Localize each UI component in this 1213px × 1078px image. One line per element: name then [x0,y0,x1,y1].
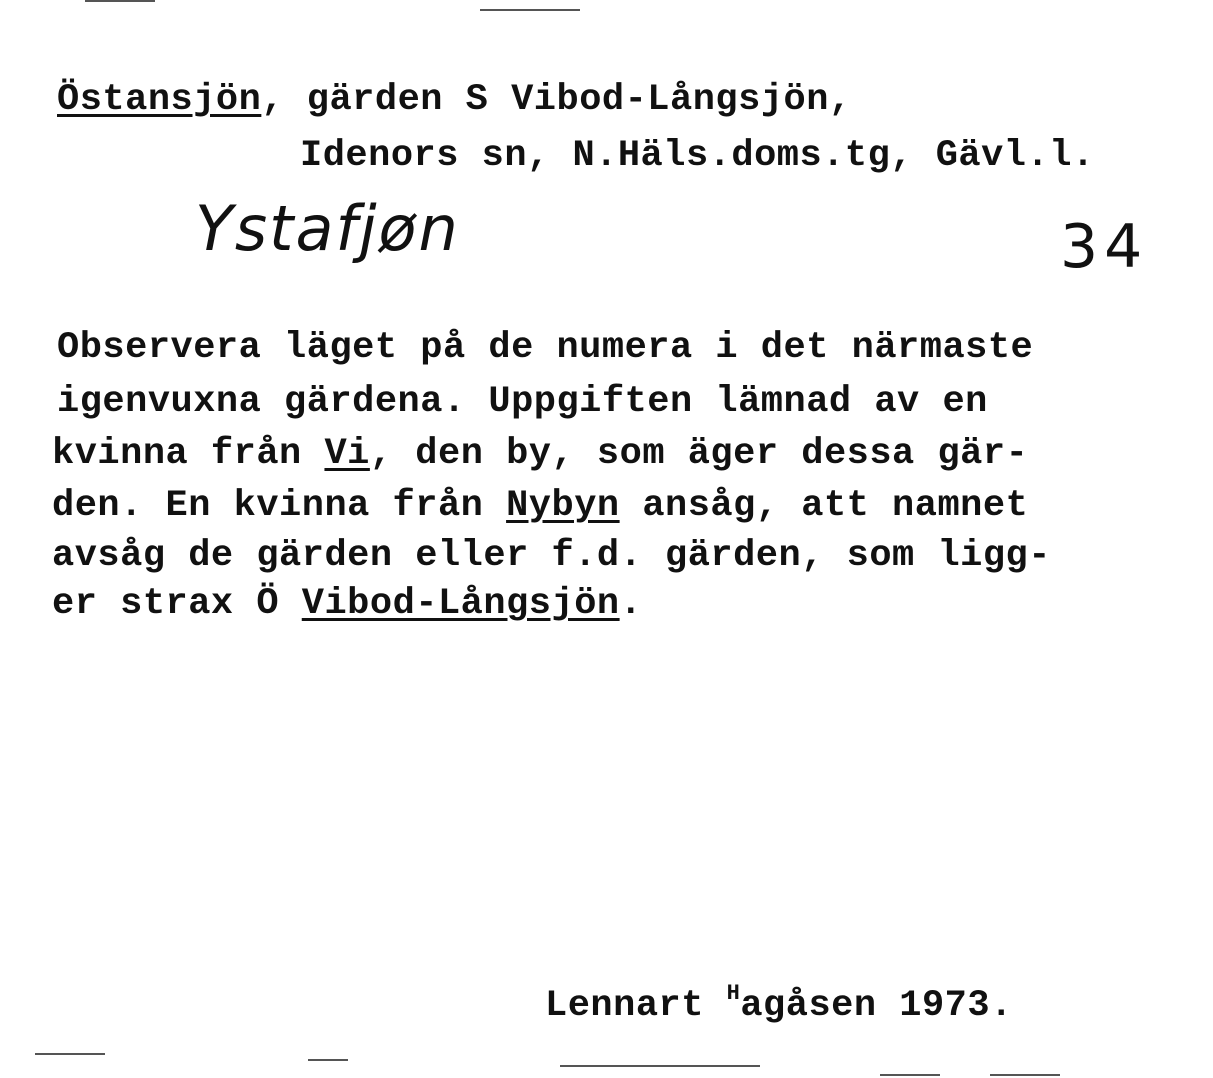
scan-mark [880,1074,940,1076]
signature-first-name: Lennart [545,985,727,1027]
body-text-segment: Observera läget på de numera i det närmaste [57,327,1034,369]
body-text-segment: avsåg de gärden eller f.d. gärden, som ligg- [52,535,1051,577]
header-line-1-rest: , gärden S Vibod-Långsjön, [261,79,852,121]
scan-mark [85,0,155,2]
scan-mark [990,1074,1060,1076]
header-line-2: Idenors sn, N.Häls.doms.tg, Gävl.l. [300,135,1095,177]
body-line [52,433,1029,475]
underlined-place-name: Vi [324,433,370,475]
scan-mark [308,1059,348,1061]
body-text-segment: den. En kvinna från [52,485,507,527]
body-text-segment: kvinna från [52,433,325,475]
scan-mark [560,1065,760,1067]
body-line [57,381,988,423]
body-text-segment: . [619,583,643,625]
body-text-segment: , den by, som äger dessa gär- [369,433,1029,475]
body-line [57,327,1034,369]
signature-rest: agåsen 1973. [740,985,1013,1027]
underlined-place-name: Vibod-Långsjön [301,583,620,625]
handwritten-card-number: 34 [1060,212,1149,282]
body-line [52,583,643,625]
scan-mark [480,9,580,11]
underlined-place-name: Nybyn [506,485,620,527]
body-line [52,535,1051,577]
handwritten-dialect-form: Ystafjøn [195,192,460,265]
signature-initial: H [726,981,741,1006]
body-text-segment: ansåg, att namnet [619,485,1029,527]
signature [545,983,1013,1025]
body-text-segment: er strax Ö [52,583,302,625]
header-line-1 [57,79,852,121]
body-text-segment: igenvuxna gärdena. Uppgiften lämnad av en [57,381,988,423]
body-line [52,485,1029,527]
place-name: Östansjön [57,79,262,121]
scan-mark [35,1053,105,1055]
